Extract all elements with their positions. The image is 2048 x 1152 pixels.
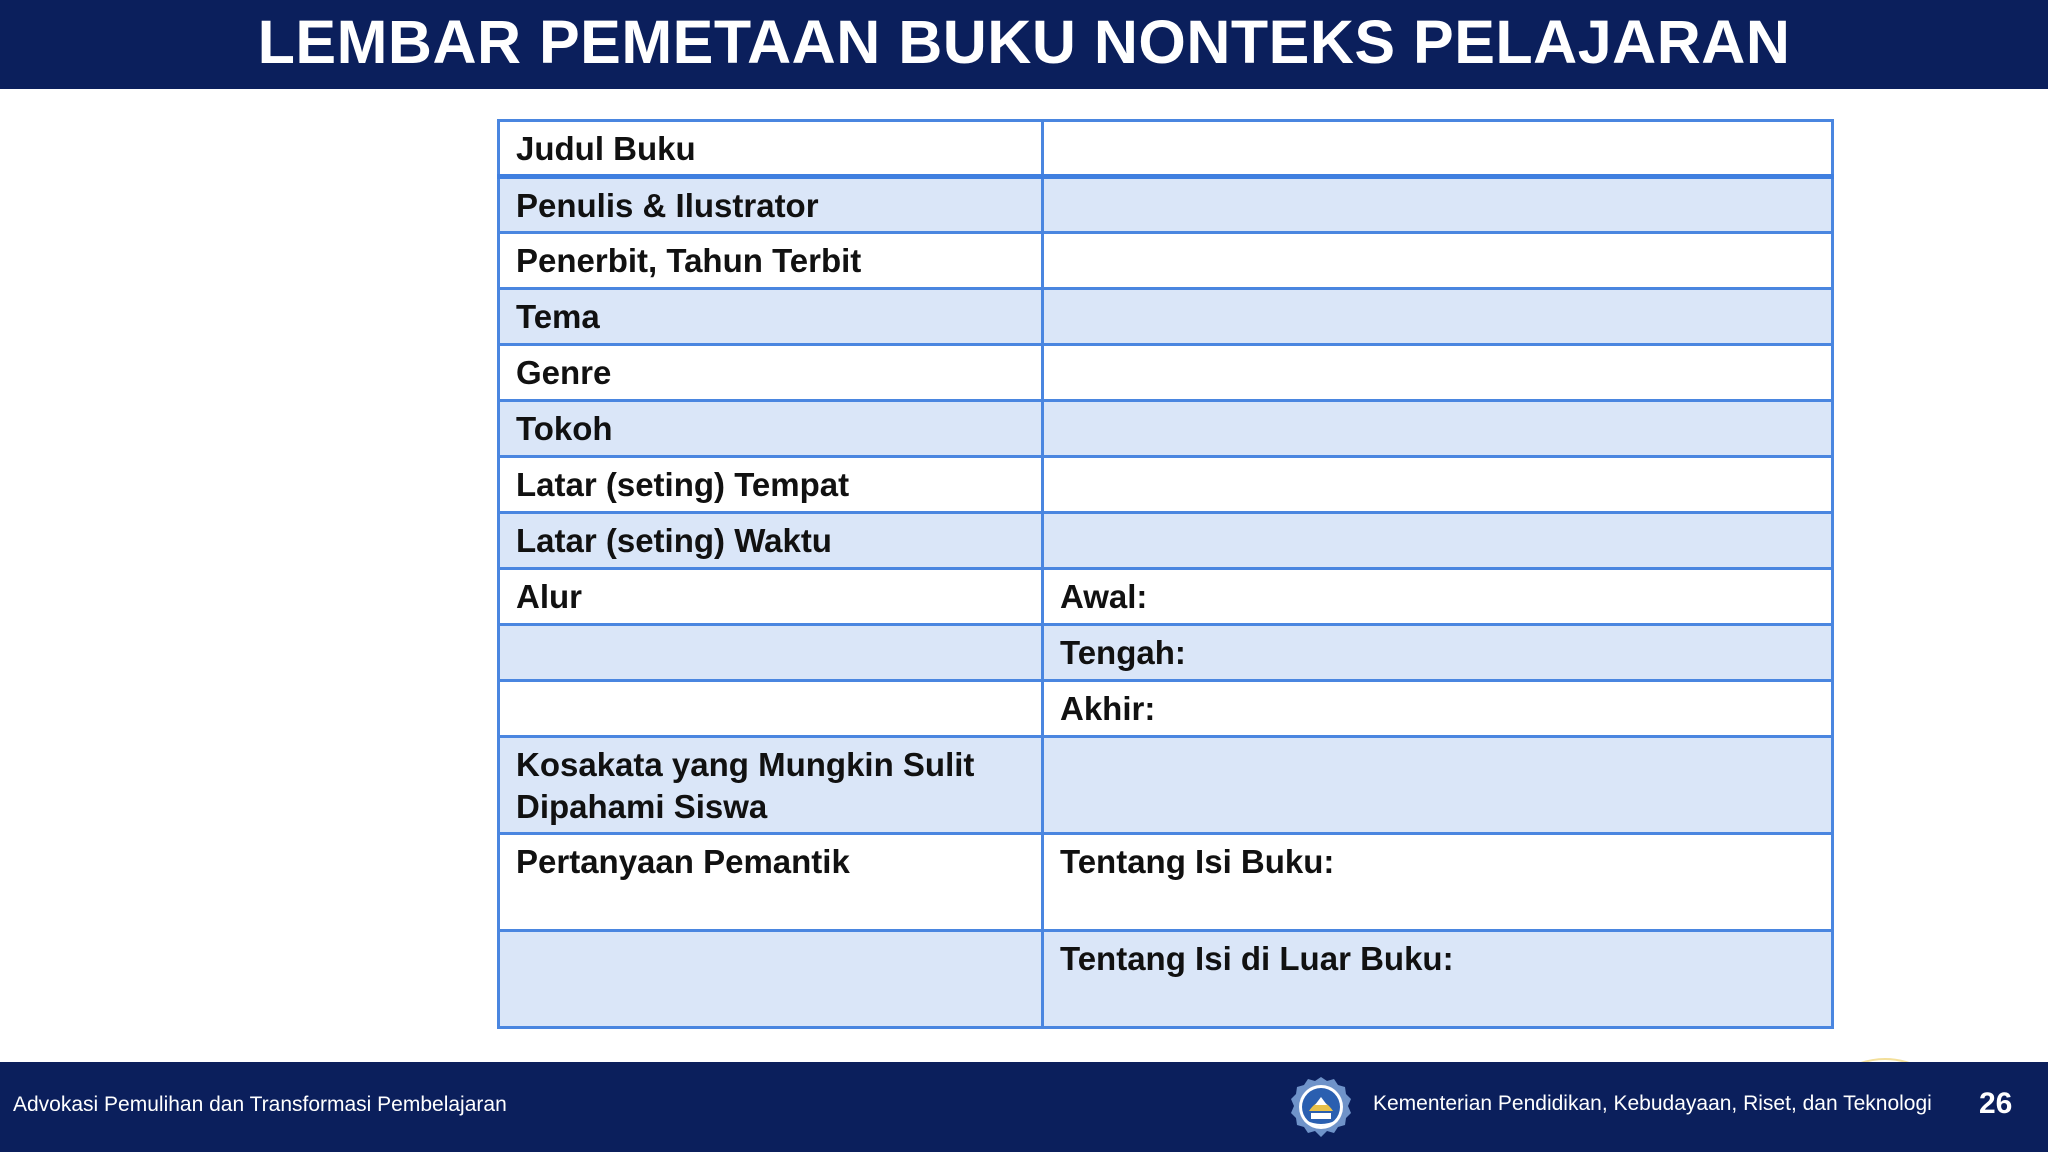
tut-wuri-handayani-emblem-icon: [1289, 1075, 1353, 1139]
row-label: Tema: [499, 289, 1043, 345]
page-number: 26: [1979, 1087, 2013, 1120]
table-row: [499, 681, 1833, 737]
table-row: [499, 513, 1833, 569]
row-value[interactable]: [1043, 121, 1833, 177]
footer-program-name: Advokasi Pemulihan dan Transformasi Pembelajaran: [13, 1093, 507, 1116]
row-label: Genre: [499, 345, 1043, 401]
row-label: [499, 625, 1043, 681]
row-label: Alur: [499, 569, 1043, 625]
table-row: [499, 625, 1833, 681]
row-value[interactable]: [1043, 513, 1833, 569]
table-row: [499, 233, 1833, 289]
row-label: Tokoh: [499, 401, 1043, 457]
row-label: Kosakata yang Mungkin Sulit Dipahami Siswa: [499, 737, 1043, 834]
row-value[interactable]: Akhir:: [1043, 681, 1833, 737]
page-title: LEMBAR PEMETAAN BUKU NONTEKS PELAJARAN: [257, 8, 1791, 76]
title-bar: [0, 0, 2048, 89]
row-label: Pertanyaan Pemantik: [499, 834, 1043, 931]
mapping-table: [497, 119, 1834, 1029]
row-label: [499, 681, 1043, 737]
row-label: Judul Buku: [499, 121, 1043, 177]
footer-ministry-name: Kementerian Pendidikan, Kebudayaan, Riset, dan Teknologi: [1373, 1092, 1932, 1115]
row-label: Penulis & Ilustrator: [499, 177, 1043, 233]
table-row: [499, 457, 1833, 513]
table-row: [499, 345, 1833, 401]
row-value[interactable]: [1043, 233, 1833, 289]
row-value[interactable]: [1043, 345, 1833, 401]
row-value[interactable]: [1043, 289, 1833, 345]
table-row: [499, 401, 1833, 457]
row-value[interactable]: Tentang Isi di Luar Buku:: [1043, 931, 1833, 1028]
table-row: [499, 737, 1833, 834]
row-label: Latar (seting) Tempat: [499, 457, 1043, 513]
row-label: Penerbit, Tahun Terbit: [499, 233, 1043, 289]
table-row: [499, 177, 1833, 233]
row-value[interactable]: [1043, 177, 1833, 233]
row-value[interactable]: Tengah:: [1043, 625, 1833, 681]
table-row: [499, 121, 1833, 177]
table-row: [499, 569, 1833, 625]
row-label: [499, 931, 1043, 1028]
table-row: [499, 834, 1833, 931]
row-value[interactable]: Tentang Isi Buku:: [1043, 834, 1833, 931]
row-value[interactable]: [1043, 737, 1833, 834]
row-value[interactable]: [1043, 457, 1833, 513]
footer-bar: [0, 1062, 2048, 1152]
row-value[interactable]: [1043, 401, 1833, 457]
table-row: [499, 289, 1833, 345]
row-value[interactable]: Awal:: [1043, 569, 1833, 625]
row-label: Latar (seting) Waktu: [499, 513, 1043, 569]
table-row: [499, 931, 1833, 1028]
